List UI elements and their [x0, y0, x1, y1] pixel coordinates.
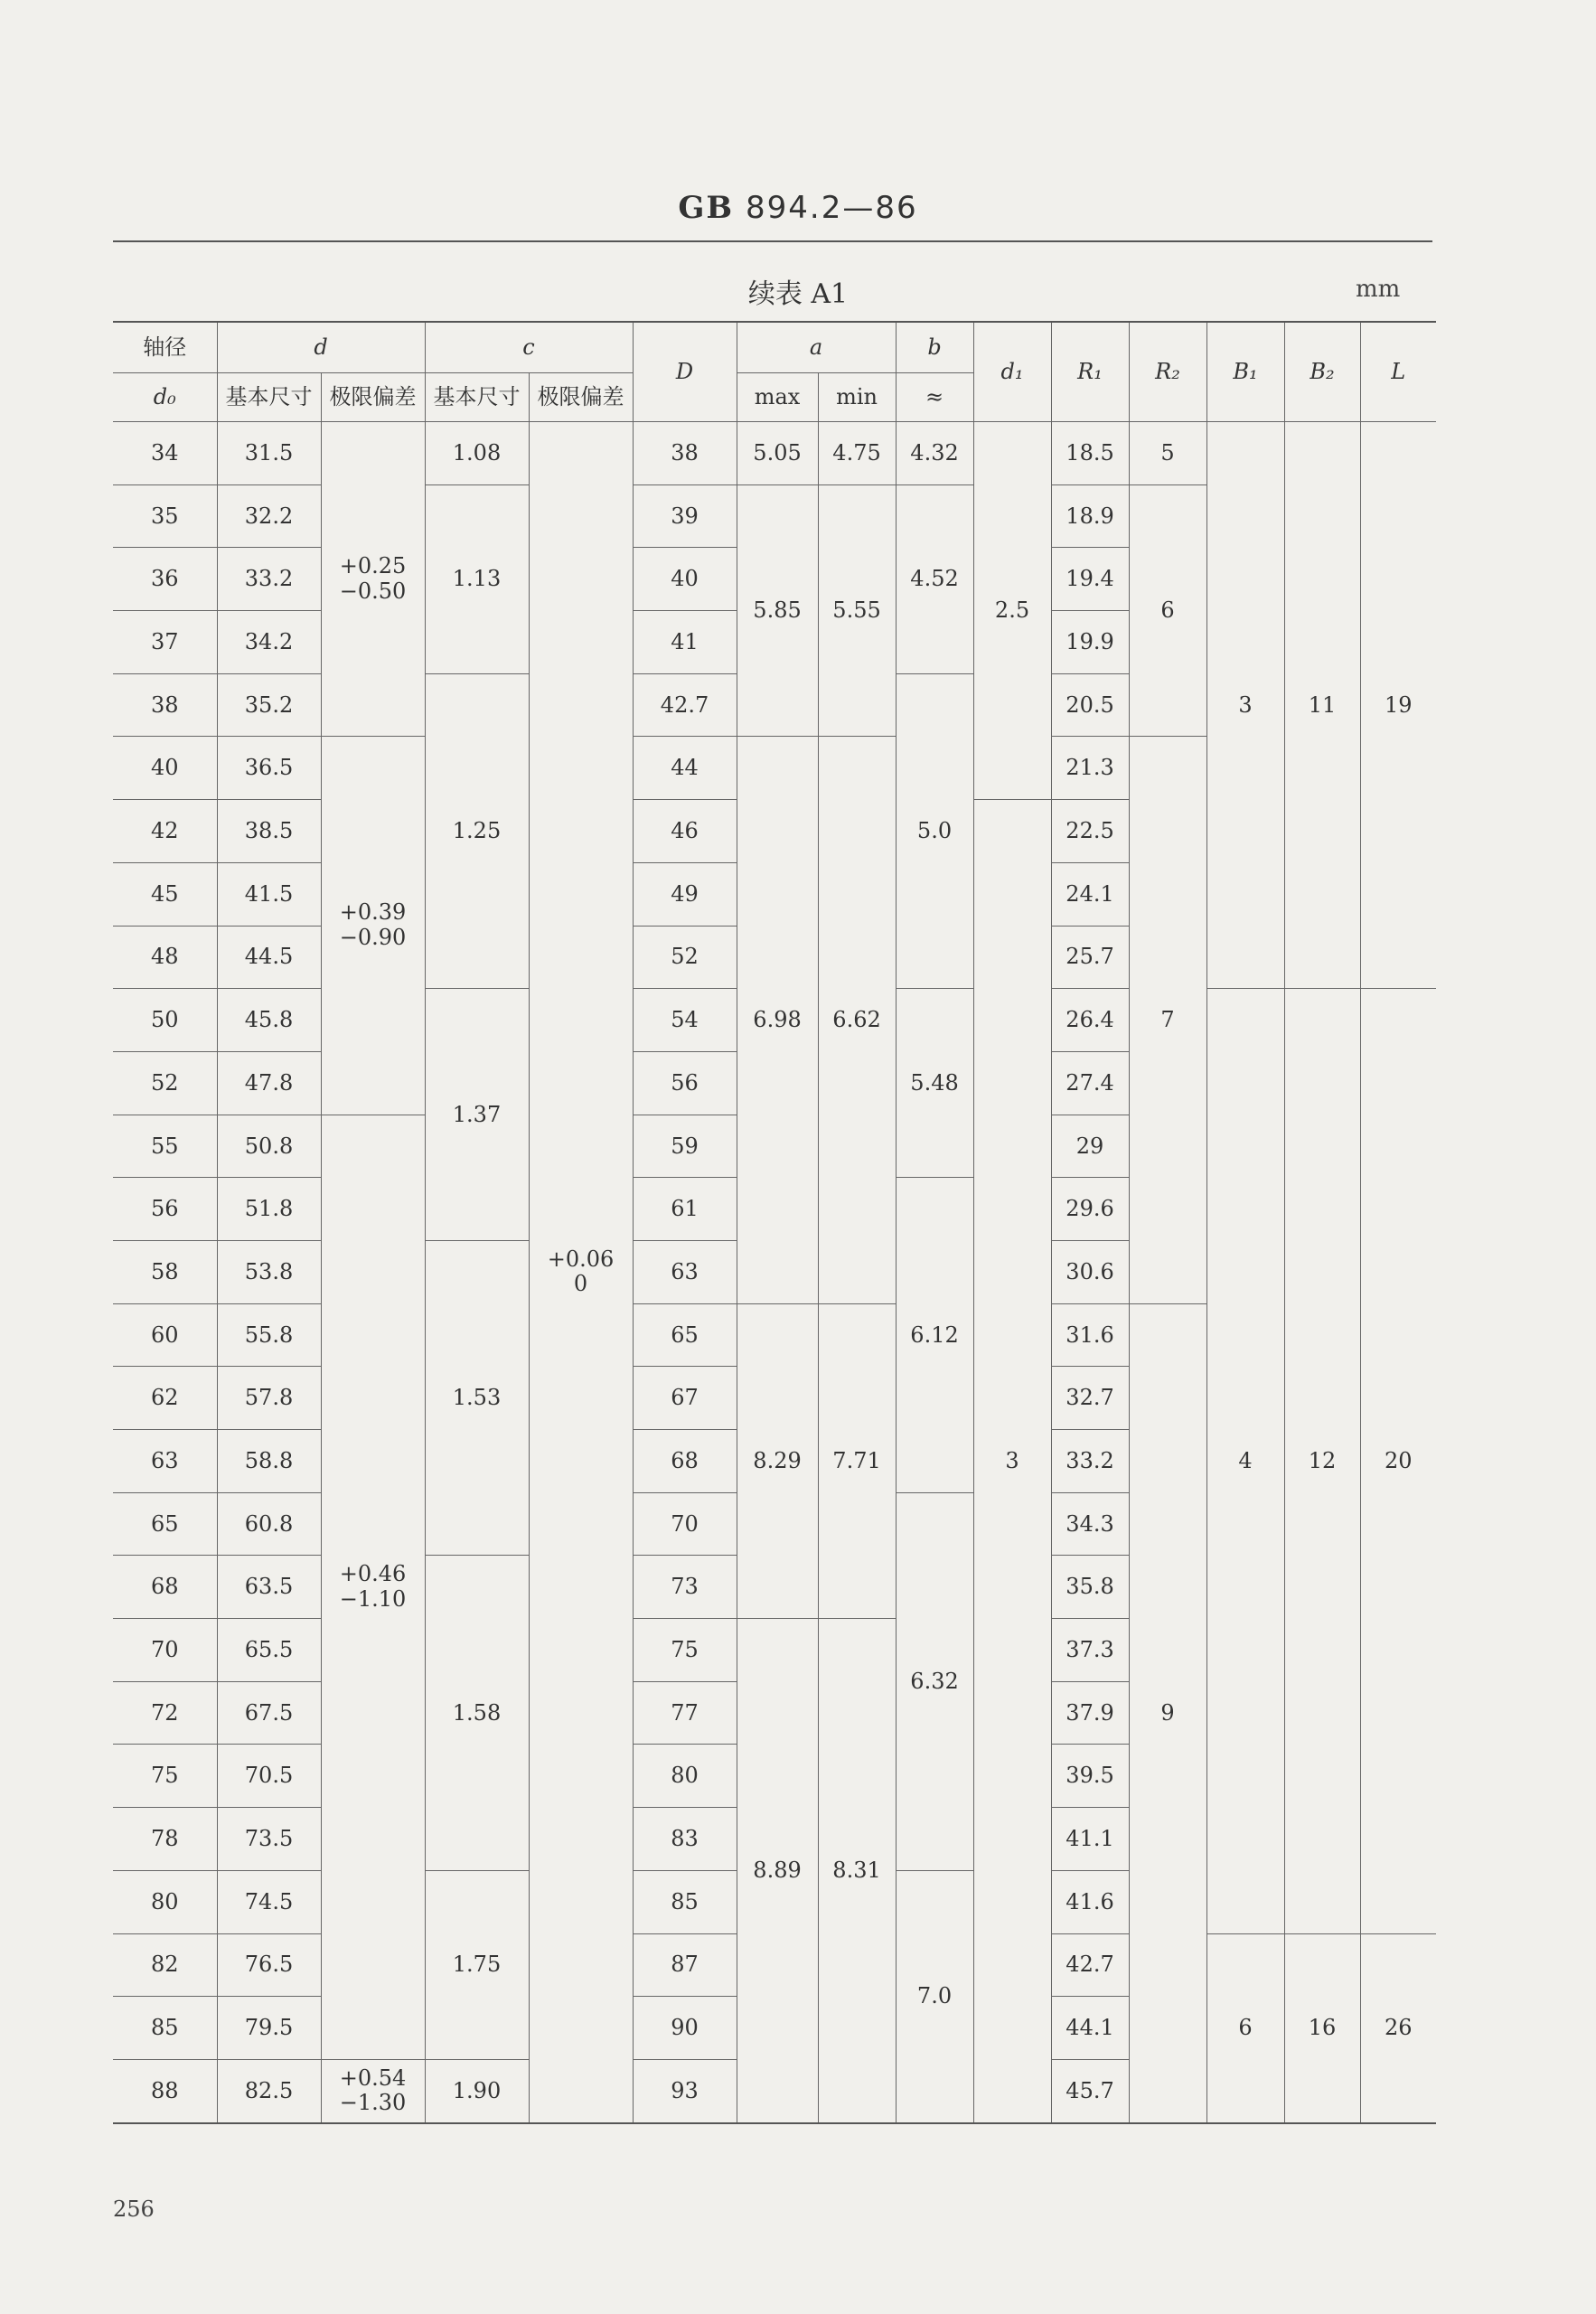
cell-d0: 60: [113, 1303, 217, 1367]
header-D: D: [633, 322, 737, 422]
cell-R1: 29.6: [1051, 1178, 1129, 1241]
cell-c: 1.08: [425, 422, 529, 485]
cell-b: 4.52: [896, 484, 973, 673]
cell-D: 52: [633, 926, 737, 989]
cell-D: 67: [633, 1367, 737, 1430]
cell-D: 49: [633, 862, 737, 926]
header-a: a: [737, 322, 896, 373]
header-c: c: [425, 322, 633, 373]
cell-B2: 12: [1284, 989, 1360, 1933]
cell-L: 26: [1360, 1933, 1436, 2123]
cell-d0: 65: [113, 1492, 217, 1556]
cell-D: 40: [633, 548, 737, 611]
header-d: d: [217, 322, 425, 373]
cell-R1: 44.1: [1051, 1997, 1129, 2060]
cell-a-max: 5.85: [737, 484, 818, 737]
cell-d0: 75: [113, 1745, 217, 1808]
cell-d0: 55: [113, 1115, 217, 1178]
cell-d: 74.5: [217, 1870, 321, 1933]
header-a-max: max: [737, 373, 818, 422]
header-c-basic: 基本尺寸: [425, 373, 529, 422]
cell-R1: 27.4: [1051, 1051, 1129, 1115]
cell-d: 32.2: [217, 484, 321, 548]
cell-R1: 45.7: [1051, 2059, 1129, 2122]
cell-B1: 6: [1206, 1933, 1284, 2123]
cell-c: 1.37: [425, 989, 529, 1241]
cell-d: 82.5: [217, 2059, 321, 2122]
tol-lower: −1.10: [339, 1585, 407, 1612]
cell-d: 41.5: [217, 862, 321, 926]
cell-R1: 19.4: [1051, 548, 1129, 611]
cell-R1: 34.3: [1051, 1492, 1129, 1556]
cell-d0: 42: [113, 800, 217, 863]
cell-D: 70: [633, 1492, 737, 1556]
cell-c: 1.25: [425, 673, 529, 988]
cell-d: 45.8: [217, 989, 321, 1052]
unit-label: mm: [1356, 276, 1401, 303]
cell-a-min: 5.55: [818, 484, 896, 737]
cell-d: 55.8: [217, 1303, 321, 1367]
cell-d: 60.8: [217, 1492, 321, 1556]
cell-D: 56: [633, 1051, 737, 1115]
cell-D: 39: [633, 484, 737, 548]
cell-R1: 41.1: [1051, 1808, 1129, 1871]
cell-d0: 72: [113, 1681, 217, 1745]
cell-B1: 4: [1206, 989, 1284, 1933]
cell-d: 50.8: [217, 1115, 321, 1178]
tol-upper: +0.06: [547, 1246, 615, 1272]
cell-a-min: 6.62: [818, 737, 896, 1303]
page-number: 256: [113, 2196, 155, 2222]
cell-B2: 11: [1284, 422, 1360, 989]
cell-d: 65.5: [217, 1619, 321, 1682]
cell-c-tol: [529, 422, 633, 2123]
tol-lower: −0.50: [339, 578, 407, 604]
cell-R1: 25.7: [1051, 926, 1129, 989]
cell-R1: 35.8: [1051, 1556, 1129, 1619]
cell-d1: 3: [973, 800, 1051, 2123]
cell-d0: 82: [113, 1933, 217, 1997]
cell-a-max: 8.89: [737, 1619, 818, 2123]
cell-d: 36.5: [217, 737, 321, 800]
cell-d-tol: [321, 2059, 425, 2122]
tol-lower: 0: [573, 1271, 588, 1297]
cell-b: 7.0: [896, 1870, 973, 2122]
cell-d0: 40: [113, 737, 217, 800]
cell-R1: 32.7: [1051, 1367, 1129, 1430]
cell-d0: 34: [113, 422, 217, 485]
cell-a-min: 8.31: [818, 1619, 896, 2123]
cell-d0: 70: [113, 1619, 217, 1682]
cell-R2: 7: [1129, 737, 1206, 1303]
cell-d: 44.5: [217, 926, 321, 989]
table-caption: 续表 A1: [747, 278, 849, 310]
cell-d: 67.5: [217, 1681, 321, 1745]
cell-R2: 5: [1129, 422, 1206, 485]
cell-R1: 21.3: [1051, 737, 1129, 800]
header-L: L: [1360, 322, 1436, 422]
cell-R1: 30.6: [1051, 1240, 1129, 1303]
cell-b: 5.48: [896, 989, 973, 1178]
header-d-basic: 基本尺寸: [217, 373, 321, 422]
cell-d: 73.5: [217, 1808, 321, 1871]
cell-R1: 39.5: [1051, 1745, 1129, 1808]
cell-b: 5.0: [896, 673, 973, 988]
cell-D: 73: [633, 1556, 737, 1619]
header-c-limit: 极限偏差: [529, 373, 633, 422]
header-B2: B₂: [1284, 322, 1360, 422]
cell-d0: 63: [113, 1430, 217, 1493]
cell-c: 1.58: [425, 1556, 529, 1870]
cell-D: 42.7: [633, 673, 737, 737]
header-d-limit: 极限偏差: [321, 373, 425, 422]
cell-d0: 52: [113, 1051, 217, 1115]
standard-prefix: GB: [678, 190, 735, 226]
cell-D: 85: [633, 1870, 737, 1933]
cell-B2: 16: [1284, 1933, 1360, 2123]
cell-a-max: 6.98: [737, 737, 818, 1303]
header-a-min: min: [818, 373, 896, 422]
cell-a-min: 4.75: [818, 422, 896, 485]
tol-upper: +0.25: [339, 553, 407, 579]
cell-d: 51.8: [217, 1178, 321, 1241]
cell-D: 75: [633, 1619, 737, 1682]
cell-d: 33.2: [217, 548, 321, 611]
cell-a-min: 7.71: [818, 1303, 896, 1618]
cell-R1: 31.6: [1051, 1303, 1129, 1367]
standard-number: 894.2—86: [745, 190, 918, 226]
cell-R1: 33.2: [1051, 1430, 1129, 1493]
cell-D: 93: [633, 2059, 737, 2122]
tol-lower: −0.90: [339, 925, 407, 950]
cell-c: 1.90: [425, 2059, 529, 2122]
cell-D: 61: [633, 1178, 737, 1241]
header-R2: R₂: [1129, 322, 1206, 422]
cell-d: 70.5: [217, 1745, 321, 1808]
cell-R1: 29: [1051, 1115, 1129, 1178]
cell-c: 1.13: [425, 484, 529, 673]
cell-d: 79.5: [217, 1997, 321, 2060]
cell-d0: 38: [113, 673, 217, 737]
cell-d0: 35: [113, 484, 217, 548]
cell-d0: 62: [113, 1367, 217, 1430]
cell-D: 77: [633, 1681, 737, 1745]
cell-R1: 19.9: [1051, 611, 1129, 674]
cell-R1: 26.4: [1051, 989, 1129, 1052]
cell-d0: 88: [113, 2059, 217, 2122]
cell-d-tol: [321, 1115, 425, 2059]
cell-D: 59: [633, 1115, 737, 1178]
cell-d0: 45: [113, 862, 217, 926]
header-B1: B₁: [1206, 322, 1284, 422]
cell-d0: 80: [113, 1870, 217, 1933]
cell-D: 68: [633, 1430, 737, 1493]
cell-d0: 78: [113, 1808, 217, 1871]
cell-L: 19: [1360, 422, 1436, 989]
cell-D: 46: [633, 800, 737, 863]
cell-D: 38: [633, 422, 737, 485]
header-R1: R₁: [1051, 322, 1129, 422]
cell-d: 57.8: [217, 1367, 321, 1430]
cell-R1: 37.9: [1051, 1681, 1129, 1745]
cell-L: 20: [1360, 989, 1436, 1933]
cell-R1: 42.7: [1051, 1933, 1129, 1997]
cell-B1: 3: [1206, 422, 1284, 989]
tol-upper: +0.54: [339, 2065, 407, 2091]
cell-D: 41: [633, 611, 737, 674]
cell-a-max: 8.29: [737, 1303, 818, 1618]
cell-d: 58.8: [217, 1430, 321, 1493]
cell-D: 83: [633, 1808, 737, 1871]
cell-d: 47.8: [217, 1051, 321, 1115]
cell-R1: 18.5: [1051, 422, 1129, 485]
cell-D: 65: [633, 1303, 737, 1367]
header-b: b: [896, 322, 973, 373]
cell-c: 1.53: [425, 1240, 529, 1555]
tol-upper: +0.46: [339, 1561, 407, 1587]
cell-d-tol: [321, 422, 425, 737]
tol-lower: −1.30: [339, 2090, 407, 2116]
cell-d: 38.5: [217, 800, 321, 863]
cell-R1: 24.1: [1051, 862, 1129, 926]
cell-d0: 48: [113, 926, 217, 989]
tol-upper: +0.39: [339, 899, 407, 926]
cell-c: 1.75: [425, 1870, 529, 2059]
cell-b: 6.12: [896, 1178, 973, 1492]
cell-d0: 37: [113, 611, 217, 674]
cell-R1: 41.6: [1051, 1870, 1129, 1933]
cell-a-max: 5.05: [737, 422, 818, 485]
standard-header: [0, 190, 1596, 226]
cell-d: 76.5: [217, 1933, 321, 1997]
cell-d: 53.8: [217, 1240, 321, 1303]
cell-D: 87: [633, 1933, 737, 1997]
cell-d1: 2.5: [973, 422, 1051, 800]
cell-D: 80: [633, 1745, 737, 1808]
cell-d0: 58: [113, 1240, 217, 1303]
cell-D: 63: [633, 1240, 737, 1303]
header-b-approx: ≈: [896, 373, 973, 422]
cell-R2: 6: [1129, 484, 1206, 737]
cell-d: 63.5: [217, 1556, 321, 1619]
cell-d0: 68: [113, 1556, 217, 1619]
cell-d0: 50: [113, 989, 217, 1052]
header-d1: d₁: [973, 322, 1051, 422]
cell-b: 6.32: [896, 1492, 973, 1870]
cell-d0: 36: [113, 548, 217, 611]
cell-R1: 20.5: [1051, 673, 1129, 737]
cell-d: 31.5: [217, 422, 321, 485]
header-rule: [113, 240, 1432, 242]
cell-b: 4.32: [896, 422, 973, 485]
cell-R1: 37.3: [1051, 1619, 1129, 1682]
cell-R2: 9: [1129, 1303, 1206, 2122]
cell-D: 90: [633, 1997, 737, 2060]
header-d0-bottom: d₀: [113, 373, 217, 422]
cell-R1: 22.5: [1051, 800, 1129, 863]
header-d0-top: 轴径: [113, 322, 217, 373]
cell-d: 35.2: [217, 673, 321, 737]
cell-d0: 85: [113, 1997, 217, 2060]
cell-D: 44: [633, 737, 737, 800]
cell-R1: 18.9: [1051, 484, 1129, 548]
cell-D: 54: [633, 989, 737, 1052]
cell-d0: 56: [113, 1178, 217, 1241]
dimension-table: [113, 321, 1436, 2124]
cell-d: 34.2: [217, 611, 321, 674]
cell-d-tol: [321, 737, 425, 1115]
